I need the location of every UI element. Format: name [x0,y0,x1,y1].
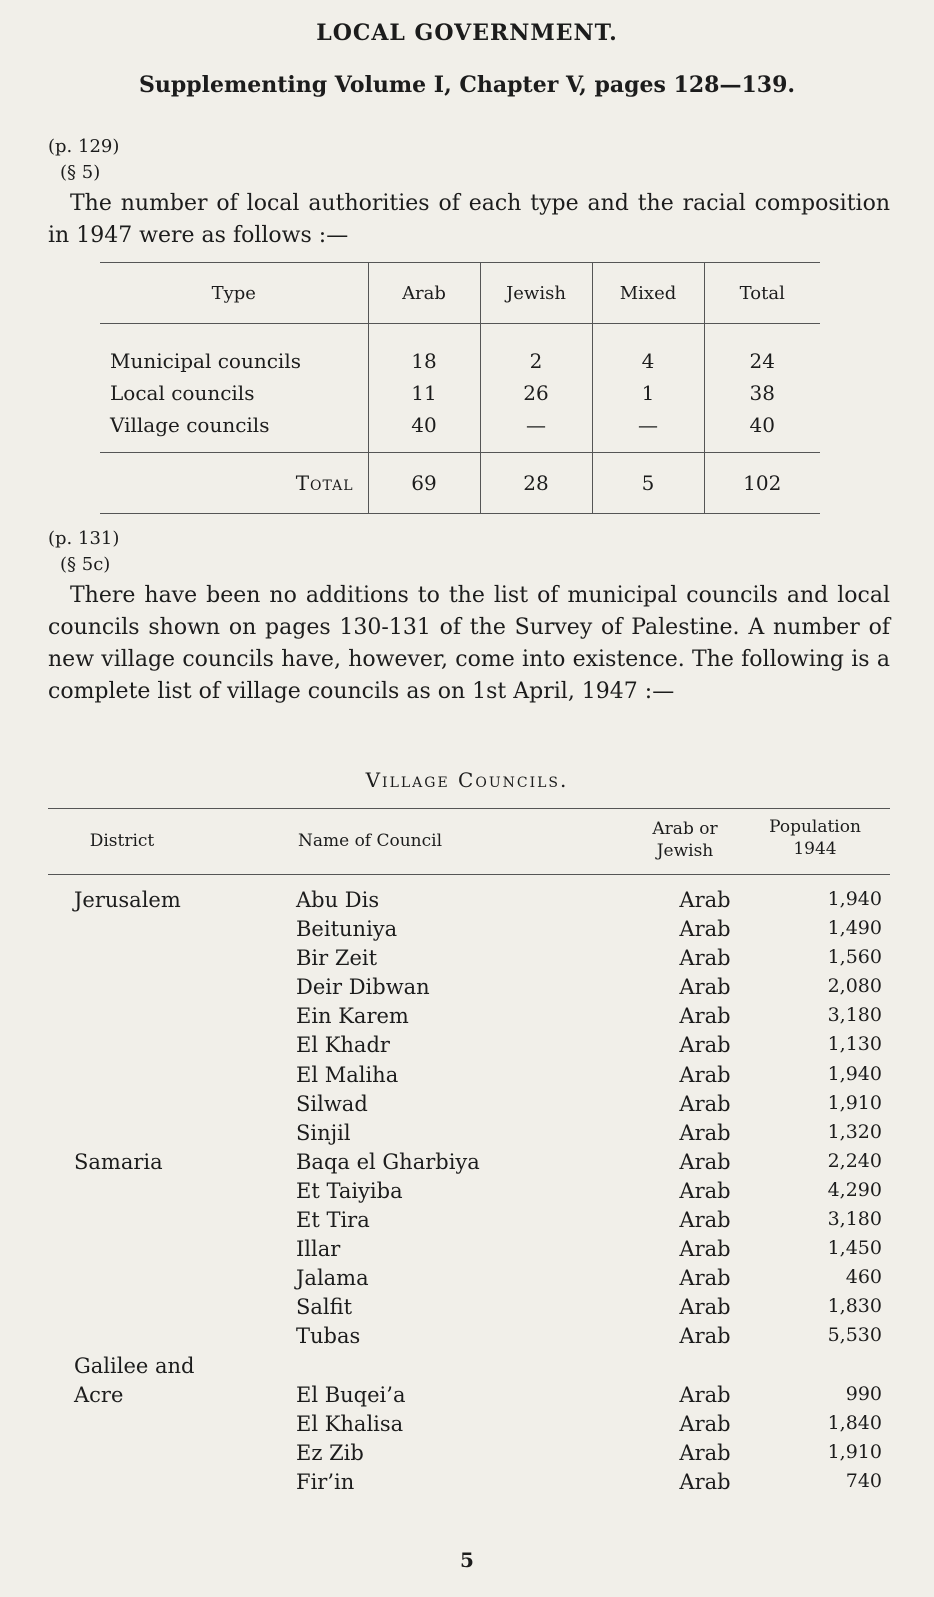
section1-reference [48,134,119,186]
section2-page-ref: (p. 131) [48,528,120,549]
table-row [48,1208,890,1237]
arab-or-jewish-cell: Arab [679,1440,731,1465]
arab-or-jewish-cell: Arab [679,1208,731,1233]
population-cell: 1,940 [827,1062,882,1085]
col-total: Total [704,263,820,324]
population-cell: 990 [845,1382,882,1405]
total-mixed: 5 [592,453,704,514]
page-subtitle: Supplementing Volume I, Chapter V, pages 128—139. [138,72,796,98]
table-row [48,975,890,1004]
population-cell: 2,240 [827,1149,882,1172]
table-row [48,1004,890,1033]
table-row [48,1470,890,1499]
row-jewish: — [480,409,592,453]
row-total: 24 [704,324,820,378]
population-cell: 5,530 [827,1324,882,1347]
arab-or-jewish-cell: Arab [679,1295,731,1320]
col-arab-jewish-header [630,818,740,862]
col-arab: Arab [368,263,480,324]
table-row [48,1092,890,1121]
table-row [48,1266,890,1295]
population-cell: 1,910 [827,1440,882,1463]
council-name-cell: Salfit [296,1295,353,1320]
arab-or-jewish-cell: Arab [679,917,731,942]
summary-row [100,324,820,378]
arab-or-jewish-cell: Arab [679,888,731,912]
arab-or-jewish-cell: Arab [679,1266,731,1291]
council-name-cell: Ez Zib [296,1440,364,1465]
arab-or-jewish-cell: Arab [679,1149,731,1174]
row-arab: 18 [368,324,480,378]
row-mixed: — [592,409,704,453]
row-total: 38 [704,377,820,409]
population-cell: 1,940 [827,888,882,910]
total-label: Total [100,453,368,514]
arab-or-jewish-cell: Arab [679,1469,731,1494]
row-jewish: 26 [480,377,592,409]
table-row [48,1383,890,1412]
row-total: 40 [704,409,820,453]
council-name-cell: Baqa el Gharbiya [296,1149,480,1174]
total-arab: 69 [368,453,480,514]
district-cell: Acre [74,1382,124,1407]
col-type: Type [100,263,368,324]
arab-or-jewish-cell: Arab [679,1004,731,1029]
page-number: 5 [460,1548,474,1572]
council-name-cell: Deir Dibwan [296,975,430,1000]
population-cell: 2,080 [827,975,882,998]
table-row [48,1237,890,1266]
population-cell: 3,180 [827,1208,882,1231]
council-name-cell: Beituniya [296,917,398,942]
col-population-line2: 1944 [793,839,837,859]
population-cell: 1,490 [827,917,882,940]
summary-row [100,409,820,453]
arab-or-jewish-cell: Arab [679,1382,731,1407]
council-name-cell: Fir’in [296,1469,355,1494]
col-mixed: Mixed [592,263,704,324]
row-jewish: 2 [480,324,592,378]
page-title: LOCAL GOVERNMENT. [316,20,618,46]
council-name-cell: El Buqei’a [296,1382,406,1407]
village-councils-list [48,888,890,1499]
col-jewish: Jewish [480,263,592,324]
section1-paragraph: The number of local authorities of each type and the racial composition in 1947 were as follows :— [48,191,890,248]
table-row [48,1179,890,1208]
council-name-cell: Ein Karem [296,1004,409,1029]
row-type: Municipal councils [110,349,301,373]
council-name-cell: Silwad [296,1091,368,1116]
arab-or-jewish-cell: Arab [679,1411,731,1436]
council-name-cell: Et Taiyiba [296,1178,403,1203]
table-row [48,1063,890,1092]
table-row [48,1150,890,1179]
council-name-cell: Abu Dis [296,888,380,912]
col-arab-jewish-line2: Jewish [656,841,714,861]
arab-or-jewish-cell: Arab [679,1062,731,1087]
council-name-cell: Tubas [296,1324,361,1349]
total-total: 102 [704,453,820,514]
district-cell: Galilee and [74,1353,195,1378]
section2-para-ref: (§ 5c) [60,554,111,575]
section2-paragraph: There have been no additions to the list of municipal councils and local councils shown on pages 130-131 of the Survey of Palestine. A number of new village councils have, however, come into existence. The following is a complete list of village councils as on 1st April, 1947 :— [48,583,890,704]
table-top-rule [48,808,890,809]
population-cell: 1,450 [827,1237,882,1260]
district-cell: Samaria [74,1149,163,1174]
section1-para-ref: (§ 5) [60,162,101,183]
council-name-cell: Jalama [296,1266,369,1291]
col-arab-jewish-line1: Arab or [652,819,718,839]
table-row [48,1441,890,1470]
village-councils-heading: Village Councils. [365,768,569,792]
population-cell: 460 [845,1266,882,1289]
table-row [48,1033,890,1062]
council-name-cell: El Khalisa [296,1411,404,1436]
council-name-cell: Bir Zeit [296,946,378,971]
table-row [48,1295,890,1324]
population-cell: 1,830 [827,1295,882,1318]
row-mixed: 1 [592,377,704,409]
council-name-cell: El Khadr [296,1033,390,1058]
population-cell: 1,840 [827,1411,882,1434]
row-type: Local councils [110,381,255,405]
col-population-header [755,816,875,860]
arab-or-jewish-cell: Arab [679,946,731,971]
table-row [48,1412,890,1441]
table-row [48,1354,890,1383]
population-cell: 1,130 [827,1033,882,1056]
council-name-cell: Sinjil [296,1120,351,1145]
population-cell: 1,320 [827,1120,882,1143]
row-arab: 11 [368,377,480,409]
arab-or-jewish-cell: Arab [679,1120,731,1145]
council-name-cell: Illar [296,1237,341,1262]
section1-page-ref: (p. 129) [48,136,120,157]
arab-or-jewish-cell: Arab [679,1033,731,1058]
row-mixed: 4 [592,324,704,378]
section2-reference [48,526,119,578]
summary-row [100,377,820,409]
table-row [48,946,890,975]
row-arab: 40 [368,409,480,453]
table-row [48,1121,890,1150]
table-row [48,917,890,946]
population-cell: 740 [845,1469,882,1492]
population-cell: 4,290 [827,1178,882,1201]
summary-table [100,262,820,514]
arab-or-jewish-cell: Arab [679,1091,731,1116]
col-population-line1: Population [769,817,861,837]
total-jewish: 28 [480,453,592,514]
district-cell: Jerusalem [74,888,181,912]
row-type: Village councils [110,413,270,437]
population-cell: 1,910 [827,1091,882,1114]
table-header-rule [48,874,890,875]
council-name-cell: Et Tira [296,1208,370,1233]
table-row [48,1324,890,1353]
col-district-header: District [89,831,155,851]
table-row [48,888,890,917]
col-name-header: Name of Council [297,831,443,851]
arab-or-jewish-cell: Arab [679,1178,731,1203]
summary-header-row [100,263,820,324]
population-cell: 1,560 [827,946,882,969]
summary-total-row [100,453,820,514]
arab-or-jewish-cell: Arab [679,975,731,1000]
council-name-cell: El Maliha [296,1062,399,1087]
arab-or-jewish-cell: Arab [679,1237,731,1262]
population-cell: 3,180 [827,1004,882,1027]
arab-or-jewish-cell: Arab [679,1324,731,1349]
